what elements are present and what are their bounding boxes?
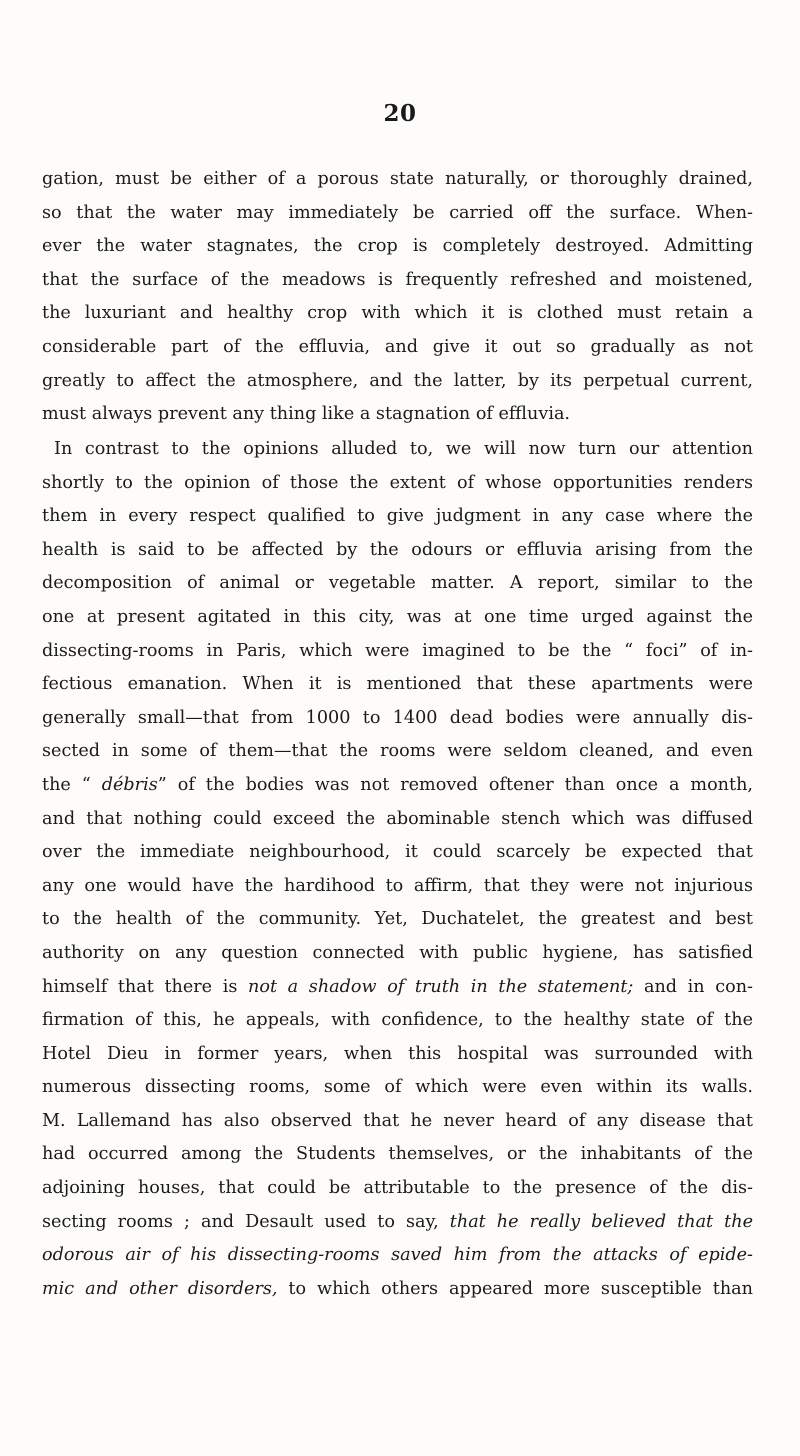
text-line [42,971,753,1005]
text-line: decomposition of animal or vegetable matter. A report, similar to the [42,573,753,594]
text-line: In contrast to the opinions alluded to, we will now turn our attention [54,439,753,459]
text-line: fectious emanation. When it is mentioned that these apartments were [42,674,753,695]
text-line: Hotel Dieu in former years, when this hospital was surrounded with [42,1043,753,1064]
text-line: gation, must be either of a porous state naturally, or thoroughly drained, [42,169,753,189]
text-line: considerable part of the effluvia, and give it out so gradually as not [42,336,753,357]
italic-text-run: débris [101,774,158,795]
text-line: any one would have the hardihood to affirm, that they were not injurious [42,875,753,896]
text-line: shortly to the opinion of those the extent of whose opportunities renders [42,472,753,493]
text-run: secting rooms ; and Desault used to say, [42,1211,450,1232]
paragraph-2 [42,433,753,1306]
text-line: adjoining houses, that could be attributable to the presence of the dis- [42,1178,753,1199]
text-line: the luxuriant and healthy crop with which it is clothed must retain a [42,303,753,324]
text-line: numerous dissecting rooms, some of which were even within its walls. [42,1077,753,1098]
text-line: M. Lallemand has also observed that he never heard of any disease that [42,1110,753,1131]
text-line: authority on any question connected with public hygiene, has satisfied [42,942,753,963]
text-run: to which others appeared more susceptible than [277,1278,753,1299]
text-line: over the immediate neighbourhood, it could scarcely be expected that [42,842,753,863]
text-line: to the health of the community. Yet, Duchatelet, the greatest and best [42,909,753,930]
text-line: and that nothing could exceed the abominable stench which was diffused [42,808,753,829]
text-line: one at present agitated in this city, was at one time urged against the [42,606,753,627]
italic-text-run: odorous air of his dissecting-rooms saved him from the attacks of epide- [42,1245,753,1266]
text-run: himself that there is [42,976,249,997]
text-run: and in con- [633,976,754,997]
text-line: that the surface of the meadows is frequently refreshed and moistened, [42,269,753,290]
text-line: greatly to affect the atmosphere, and the latter, by its perpetual current, [42,370,753,391]
text-line [42,1206,753,1240]
italic-text-run: not a shadow of truth in the statement; [248,976,634,997]
text-line: dissecting-rooms in Paris, which were imagined to be the “ foci” of in- [42,640,753,661]
text-line: them in every respect qualified to give judgment in any case where the [42,506,753,527]
text-line: so that the water may immediately be carried off the surface. When- [42,202,753,223]
text-line [42,769,753,803]
text-line: health is said to be affected by the odours or effluvia arising from the [42,539,753,560]
text-line: had occurred among the Students themselves, or the inhabitants of the [42,1144,753,1165]
text-line: firmation of this, he appeals, with confidence, to the healthy state of the [42,1010,753,1031]
italic-text-run: mic and other disorders, [42,1278,278,1299]
text-line: generally small—that from 1000 to 1400 dead bodies were annually dis- [42,707,753,728]
text-run: ” of the bodies was not removed oftener than once a month, [157,774,754,795]
page-number: 20 [383,100,417,127]
italic-text-run: that he really believed that the [449,1211,753,1232]
text-run: the “ [42,774,102,795]
text-line [42,1273,753,1307]
text-line: must always prevent any thing like a stagnation of effluvia. [42,404,571,425]
paragraph-1 [42,163,753,432]
text-line: ever the water stagnates, the crop is completely destroyed. Admitting [42,236,753,257]
text-line [42,1239,753,1273]
text-line: sected in some of them—that the rooms were seldom cleaned, and even [42,741,753,762]
